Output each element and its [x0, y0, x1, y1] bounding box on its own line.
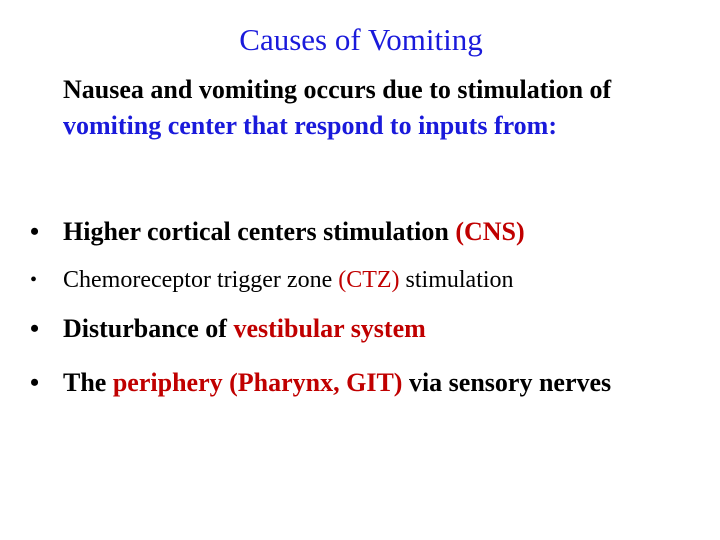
intro-text: Nausea and vomiting occurs due to stimulation of: [63, 75, 612, 104]
bullet-marker: •: [30, 314, 40, 343]
bullet-text: [63, 365, 703, 401]
bullet-highlight: (CTZ): [338, 267, 400, 293]
bullet-marker: •: [30, 217, 40, 246]
bullet-highlight: (CNS): [455, 217, 525, 246]
bullet-plain: Higher cortical centers stimulation: [63, 217, 456, 246]
bullet-plain: Disturbance of: [63, 314, 234, 343]
bullet-tail: via sensory nerves: [402, 368, 612, 397]
bullet-tail: stimulation: [399, 267, 514, 293]
bullet-text: [63, 214, 703, 250]
bullet-text: [63, 311, 703, 347]
slide-title-text: Causes of Vomiting: [239, 22, 483, 57]
slide-title: [0, 20, 720, 60]
bullet-plain: Chemoreceptor trigger zone: [63, 267, 339, 293]
bullet-marker: •: [30, 269, 38, 291]
intro-highlight: vomiting center that respond to inputs from:: [63, 111, 557, 140]
bullet-text: [63, 262, 703, 298]
intro-paragraph: [63, 72, 713, 144]
bullet-highlight: periphery (Pharynx, GIT): [112, 368, 403, 397]
bullet-highlight: vestibular system: [233, 314, 426, 343]
bullet-marker: •: [30, 368, 40, 397]
bullet-plain: The: [63, 368, 113, 397]
